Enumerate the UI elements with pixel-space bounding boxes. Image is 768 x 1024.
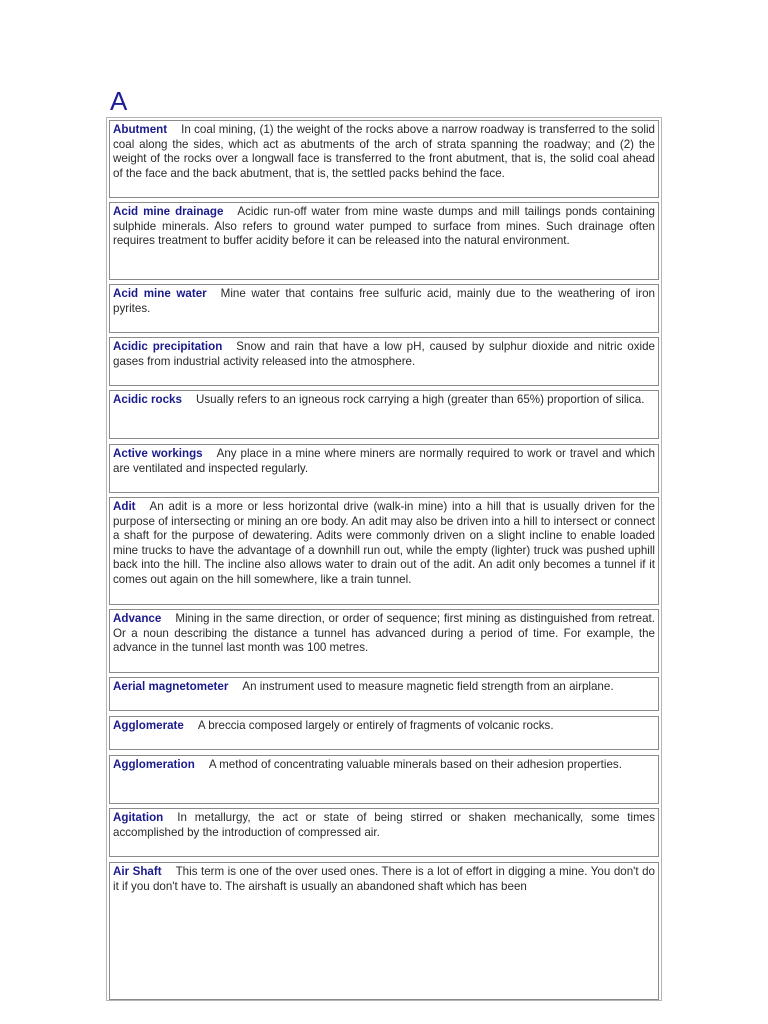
glossary-definition: In metallurgy, the act or state of being stirred or shaken mechanically, some times accomplished by the introduction of compressed air. [113,811,655,839]
glossary-term: Agglomeration [113,758,195,771]
glossary-term: Advance [113,612,162,625]
glossary-term: Agitation [113,811,164,824]
glossary-entry [109,716,659,750]
glossary-term: Aerial magnetometer [113,680,229,693]
glossary-term: Acid mine drainage [113,205,224,218]
glossary-entry [109,444,659,493]
glossary-definition: A method of concentrating valuable minerals based on their adhesion properties. [208,758,622,771]
glossary-entry [109,284,659,333]
glossary-definition: An adit is a more or less horizontal drive (walk-in mine) into a hill that is usually driven for the purpose of intersecting or mining an ore body. An adit may also be driven into a hill to intersect or connect a shaft for the purpose of dewatering. Adits were commonly driven on a slight incline to enable loaded mine trucks to have the advantage of a downhill run out, while the empty (lighter) truck was pushed uphill back into the hill. The incline also allows water to drain out of the adit. An adit only becomes a tunnel if it comes out again on the hill somewhere, like a train tunnel. [113,500,655,586]
glossary-entry [109,862,659,1000]
glossary-definition: In coal mining, (1) the weight of the rocks above a narrow roadway is transferred to the solid coal along the sides, which act as abutments of the arch of strata spanning the roadway; and (2) the weight of the rocks over a longwall face is transferred to the front abutment, that is, the solid coal ahead of the face and the back abutment, that is, the settled packs behind the face. [113,123,655,180]
glossary-term: Active workings [113,447,203,460]
glossary-definition: Any place in a mine where miners are normally required to work or travel and which are ventilated and inspected regularly. [113,447,655,475]
glossary-entry [109,337,659,386]
glossary-entry [109,755,659,804]
glossary-entry [109,609,659,673]
glossary-entry [109,808,659,857]
glossary-entry [109,390,659,439]
glossary-definition: A breccia composed largely or entirely of fragments of volcanic rocks. [197,719,554,732]
glossary-definition: Mining in the same direction, or order of sequence; first mining as distinguished from retreat. Or a noun describing the distance a tunnel has advanced during a period of time. For example, the advance in the tunnel last month was 100 metres. [113,612,655,655]
glossary-term: Acidic precipitation [113,340,223,353]
glossary-definition: An instrument used to measure magnetic field strength from an airplane. [242,680,614,693]
glossary-entry [109,120,659,198]
glossary-term: Agglomerate [113,719,184,732]
glossary-definition: This term is one of the over used ones. There is a lot of effort in digging a mine. You don't do it if you don't have to. The airshaft is usually an abandoned shaft which has been [113,865,655,893]
glossary-term: Air Shaft [113,865,162,878]
glossary-term: Acidic rocks [113,393,182,406]
glossary-term: Acid mine water [113,287,207,300]
glossary-entry [109,497,659,605]
glossary-term: Abutment [113,123,168,136]
glossary-definition: Acidic run-off water from mine waste dumps and mill tailings ponds containing sulphide minerals. Also refers to ground water pumped to surface from mines. Such drainage often requires treatment to buffer acidity before it can be released into the natural environment. [113,205,655,248]
glossary-entry [109,677,659,711]
glossary-definition: Usually refers to an igneous rock carrying a high (greater than 65%) proportion of silica. [195,393,645,406]
glossary-entry [109,202,659,280]
glossary-term: Adit [113,500,136,513]
section-letter: A [110,86,128,116]
glossary-definition: Snow and rain that have a low pH, caused by sulphur dioxide and nitric oxide gases from industrial activity released into the atmosphere. [113,340,655,368]
glossary-definition: Mine water that contains free sulfuric acid, mainly due to the weathering of iron pyrites. [113,287,655,315]
glossary-table [106,117,662,1001]
